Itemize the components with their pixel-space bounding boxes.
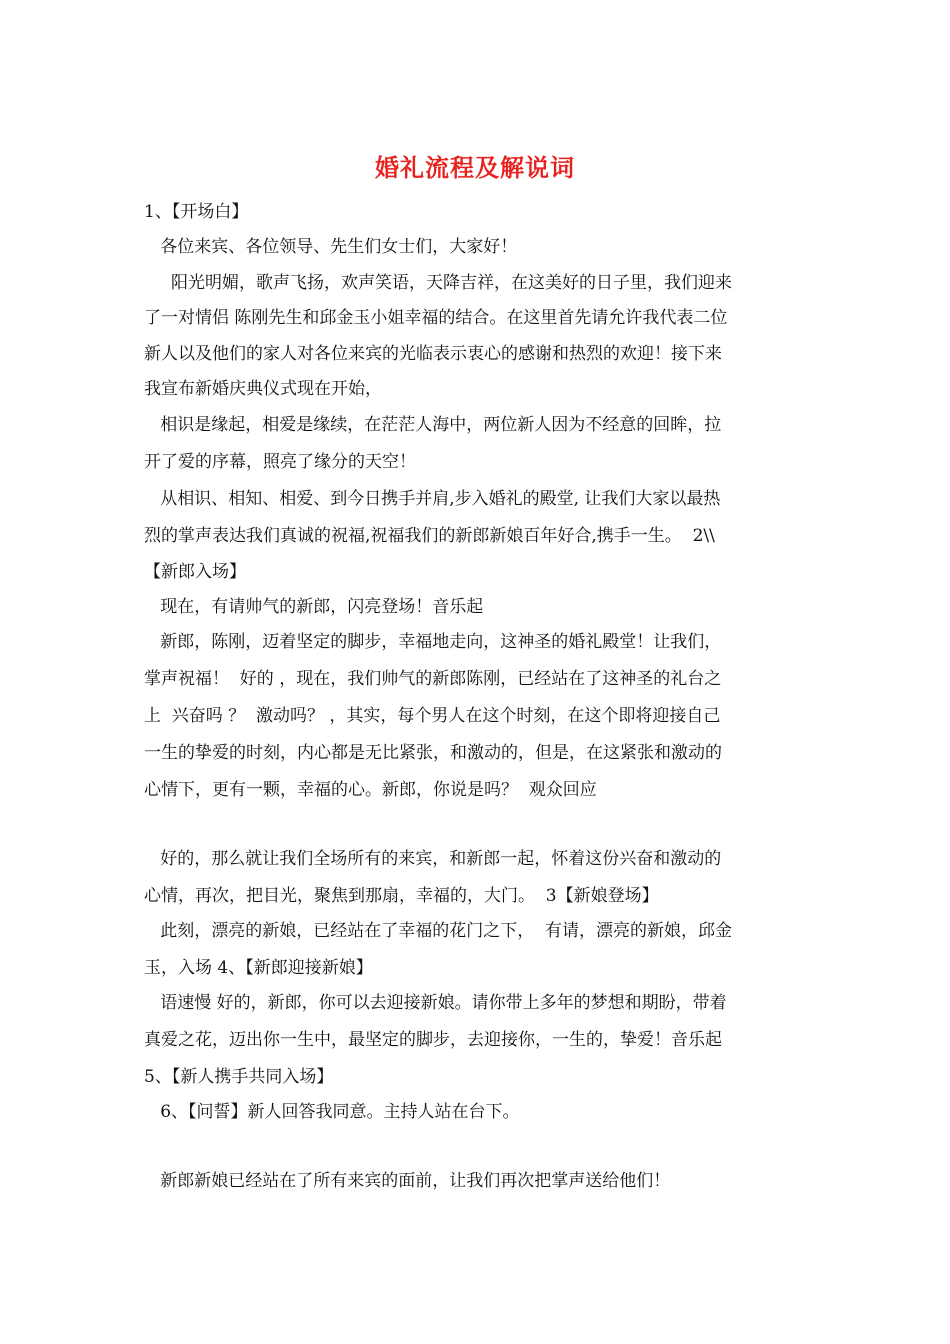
paragraph-line: 开了爱的序幕，照亮了缘分的天空！ <box>144 452 416 472</box>
paragraph-line: 阳光明媚，歌声飞扬，欢声笑语，天降吉祥，在这美好的日子里，我们迎来 <box>144 273 733 293</box>
paragraph-line: 新郎，陈刚，迈着坚定的脚步，幸福地走向，这神圣的婚礼殿堂！让我们， <box>144 632 722 652</box>
section-heading-groom: 【新郎入场】 <box>144 562 246 582</box>
paragraph-line: 烈的掌声表达我们真诚的祝福,祝福我们的新郎新娘百年好合,携手一生。 2\\ <box>144 526 715 546</box>
paragraph-line: 好的，那么就让我们全场所有的来宾，和新郎一起，怀着这份兴奋和激动的 <box>144 849 722 869</box>
paragraph-line: 相识是缘起，相爱是缘续，在茫茫人海中，两位新人因为不经意的回眸，拉 <box>144 415 722 435</box>
paragraph-line: 此刻，漂亮的新娘，已经站在了幸福的花门之下， 有请，漂亮的新娘，邱金 <box>144 921 733 941</box>
paragraph-line: 现在，有请帅气的新郎，闪亮登场！音乐起 <box>144 597 484 617</box>
paragraph-line: 新人以及他们的家人对各位来宾的光临表示衷心的感谢和热烈的欢迎！接下来 <box>144 344 722 364</box>
paragraph-line: 了一对情侣 陈刚先生和邱金玉小姐幸福的结合。在这里首先请允许我代表二位 <box>144 308 728 328</box>
paragraph-line: 一生的挚爱的时刻，内心都是无比紧张，和激动的，但是，在这紧张和激动的 <box>144 743 722 763</box>
paragraph-line: 上 兴奋吗 ？ 激动吗？ ，其实，每个男人在这个时刻，在这个即将迎接自己 <box>144 706 721 726</box>
paragraph-line: 心情下，更有一颗，幸福的心。新郎，你说是吗？ 观众回应 <box>144 780 597 800</box>
section-heading-opening: 1、【开场白】 <box>144 202 249 222</box>
document-title: 婚礼流程及解说词 <box>375 153 575 182</box>
section-heading-couple-entrance: 5、【新人携手共同入场】 <box>144 1067 334 1087</box>
paragraph-line: 心情，再次，把目光，聚焦到那扇，幸福的，大门。 3【新娘登场】 <box>144 886 659 906</box>
paragraph-line: 我宣布新婚庆典仪式现在开始， <box>144 379 382 399</box>
paragraph-line: 真爱之花，迈出你一生中，最坚定的脚步，去迎接你，一生的，挚爱！音乐起 <box>144 1030 722 1050</box>
section-heading-vows: 6、【问誓】新人回答我同意。主持人站在台下。 <box>144 1102 520 1122</box>
paragraph-line: 掌声祝福！ 好的 ，现在，我们帅气的新郎陈刚，已经站在了这神圣的礼台之 <box>144 669 722 689</box>
paragraph-line: 语速慢 好的，新郎，你可以去迎接新娘。请你带上多年的梦想和期盼，带着 <box>144 993 727 1013</box>
paragraph-line: 从相识、相知、相爱、到今日携手并肩,步入婚礼的殿堂, 让我们大家以最热 <box>144 489 721 509</box>
paragraph-line: 新郎新娘已经站在了所有来宾的面前，让我们再次把掌声送给他们！ <box>144 1171 671 1191</box>
paragraph-line: 玉，入场 4、【新郎迎接新娘】 <box>144 958 373 978</box>
paragraph-line: 各位来宾、各位领导、先生们女士们，大家好！ <box>144 237 518 257</box>
